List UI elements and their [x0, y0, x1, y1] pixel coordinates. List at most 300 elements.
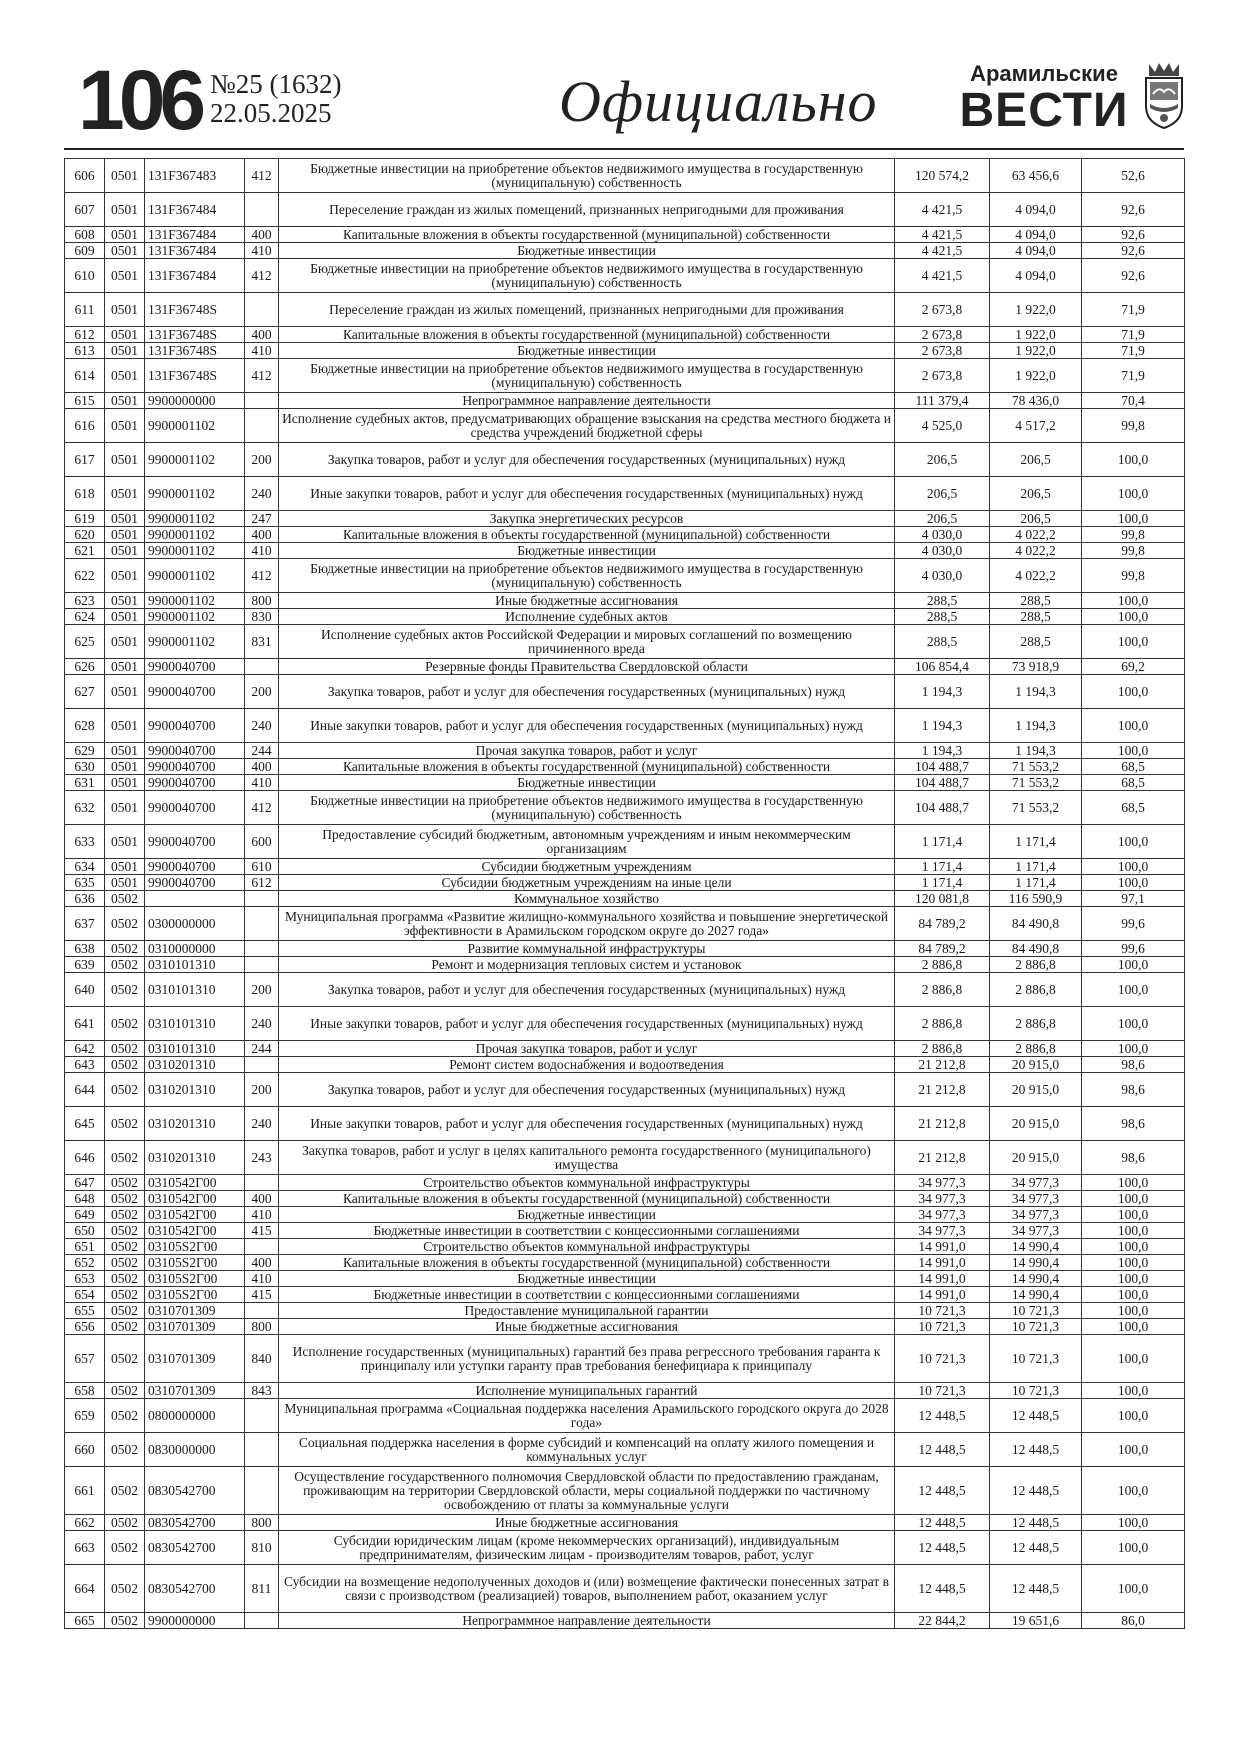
expense-type-code: 410 [245, 243, 279, 259]
execution-percent: 100,0 [1082, 743, 1185, 759]
planned-amount: 34 977,3 [895, 1175, 990, 1191]
execution-percent: 100,0 [1082, 859, 1185, 875]
section-code: 0501 [105, 293, 145, 327]
expense-type-code: 200 [245, 973, 279, 1007]
expense-type-code [245, 193, 279, 227]
item-name: Иные закупки товаров, работ и услуг для обеспечения государственных (муниципальных) нужд [279, 1007, 895, 1041]
planned-amount: 1 194,3 [895, 743, 990, 759]
executed-amount: 34 977,3 [990, 1207, 1082, 1223]
expense-type-code [245, 941, 279, 957]
execution-percent: 100,0 [1082, 1191, 1185, 1207]
expense-type-code: 200 [245, 443, 279, 477]
section-code: 0501 [105, 327, 145, 343]
row-number: 621 [65, 543, 105, 559]
executed-amount: 12 448,5 [990, 1565, 1082, 1613]
target-code: 9900001102 [145, 409, 245, 443]
expense-type-code: 415 [245, 1223, 279, 1239]
executed-amount: 4 094,0 [990, 227, 1082, 243]
table-row [65, 1467, 1185, 1515]
section-code: 0501 [105, 543, 145, 559]
item-name: Капитальные вложения в объекты государственной (муниципальной) собственности [279, 759, 895, 775]
execution-percent: 92,6 [1082, 259, 1185, 293]
execution-percent: 100,0 [1082, 1303, 1185, 1319]
section-code: 0502 [105, 1239, 145, 1255]
table-row [65, 675, 1185, 709]
section-code: 0502 [105, 1041, 145, 1057]
target-code: 03105S2Г00 [145, 1271, 245, 1287]
execution-percent: 70,4 [1082, 393, 1185, 409]
planned-amount: 1 171,4 [895, 875, 990, 891]
target-code: 03105S2Г00 [145, 1239, 245, 1255]
item-name: Ремонт и модернизация тепловых систем и установок [279, 957, 895, 973]
table-row [65, 243, 1185, 259]
executed-amount: 1 194,3 [990, 709, 1082, 743]
executed-amount: 1 922,0 [990, 359, 1082, 393]
table-row [65, 1515, 1185, 1531]
section-code: 0501 [105, 743, 145, 759]
table-row [65, 825, 1185, 859]
execution-percent: 100,0 [1082, 1041, 1185, 1057]
row-number: 656 [65, 1319, 105, 1335]
item-name: Строительство объектов коммунальной инфраструктуры [279, 1175, 895, 1191]
item-name: Развитие коммунальной инфраструктуры [279, 941, 895, 957]
execution-percent: 100,0 [1082, 675, 1185, 709]
execution-percent: 97,1 [1082, 891, 1185, 907]
table-row [65, 1303, 1185, 1319]
section-code: 0501 [105, 393, 145, 409]
newspaper-logo [944, 62, 1144, 136]
planned-amount: 2 886,8 [895, 973, 990, 1007]
expense-type-code [245, 1239, 279, 1255]
section-code: 0501 [105, 609, 145, 625]
executed-amount: 71 553,2 [990, 791, 1082, 825]
section-code: 0502 [105, 1531, 145, 1565]
expense-type-code: 412 [245, 159, 279, 193]
execution-percent: 100,0 [1082, 709, 1185, 743]
section-code: 0502 [105, 1073, 145, 1107]
table-row [65, 1383, 1185, 1399]
target-code: 0310701309 [145, 1335, 245, 1383]
item-name: Бюджетные инвестиции на приобретение объектов недвижимого имущества в государственную (муниципальную) собственность [279, 791, 895, 825]
executed-amount: 14 990,4 [990, 1239, 1082, 1255]
target-code: 9900040700 [145, 743, 245, 759]
item-name: Социальная поддержка населения в форме субсидий и компенсаций на оплату жилого помещения и коммунальных услуг [279, 1433, 895, 1467]
table-row [65, 543, 1185, 559]
executed-amount: 206,5 [990, 477, 1082, 511]
item-name: Иные закупки товаров, работ и услуг для обеспечения государственных (муниципальных) нужд [279, 1107, 895, 1141]
executed-amount: 78 436,0 [990, 393, 1082, 409]
row-number: 662 [65, 1515, 105, 1531]
table-row [65, 1041, 1185, 1057]
row-number: 610 [65, 259, 105, 293]
item-name: Закупка товаров, работ и услуг для обеспечения государственных (муниципальных) нужд [279, 675, 895, 709]
executed-amount: 10 721,3 [990, 1319, 1082, 1335]
section-title: Официально [559, 69, 878, 134]
item-name: Бюджетные инвестиции [279, 1207, 895, 1223]
execution-percent: 92,6 [1082, 227, 1185, 243]
section-code: 0501 [105, 775, 145, 791]
executed-amount: 20 915,0 [990, 1057, 1082, 1073]
planned-amount: 14 991,0 [895, 1271, 990, 1287]
planned-amount: 14 991,0 [895, 1287, 990, 1303]
table-row [65, 409, 1185, 443]
executed-amount: 116 590,9 [990, 891, 1082, 907]
execution-percent: 99,6 [1082, 907, 1185, 941]
item-name: Бюджетные инвестиции на приобретение объектов недвижимого имущества в государственную (муниципальную) собственность [279, 359, 895, 393]
row-number: 622 [65, 559, 105, 593]
item-name: Иные бюджетные ассигнования [279, 593, 895, 609]
section-code: 0501 [105, 859, 145, 875]
section-code: 0501 [105, 709, 145, 743]
item-name: Исполнение судебных актов Российской Федерации и мировых соглашений по возмещению причиненного вреда [279, 625, 895, 659]
table-row [65, 1107, 1185, 1141]
expense-type-code: 412 [245, 259, 279, 293]
table-row [65, 1223, 1185, 1239]
execution-percent: 100,0 [1082, 1223, 1185, 1239]
planned-amount: 104 488,7 [895, 759, 990, 775]
row-number: 642 [65, 1041, 105, 1057]
executed-amount: 12 448,5 [990, 1433, 1082, 1467]
section-code: 0501 [105, 227, 145, 243]
expense-type-code: 811 [245, 1565, 279, 1613]
item-name: Бюджетные инвестиции [279, 1271, 895, 1287]
execution-percent: 100,0 [1082, 1433, 1185, 1467]
execution-percent: 100,0 [1082, 1335, 1185, 1383]
item-name: Бюджетные инвестиции [279, 775, 895, 791]
section-code: 0501 [105, 625, 145, 659]
execution-percent: 100,0 [1082, 1565, 1185, 1613]
target-code: 0800000000 [145, 1399, 245, 1433]
target-code: 131F367484 [145, 193, 245, 227]
item-name: Закупка товаров, работ и услуг для обеспечения государственных (муниципальных) нужд [279, 973, 895, 1007]
target-code: 9900001102 [145, 559, 245, 593]
executed-amount: 12 448,5 [990, 1399, 1082, 1433]
planned-amount: 34 977,3 [895, 1207, 990, 1223]
execution-percent: 100,0 [1082, 593, 1185, 609]
row-number: 633 [65, 825, 105, 859]
expense-type-code: 410 [245, 1207, 279, 1223]
row-number: 618 [65, 477, 105, 511]
page-number: 106 [78, 53, 201, 147]
expense-type-code: 830 [245, 609, 279, 625]
planned-amount: 12 448,5 [895, 1399, 990, 1433]
executed-amount: 288,5 [990, 593, 1082, 609]
item-name: Исполнение муниципальных гарантий [279, 1383, 895, 1399]
execution-percent: 52,6 [1082, 159, 1185, 193]
item-name: Бюджетные инвестиции в соответствии с концессионными соглашениями [279, 1223, 895, 1239]
table-row [65, 477, 1185, 511]
executed-amount: 1 922,0 [990, 293, 1082, 327]
section-code: 0502 [105, 1467, 145, 1515]
target-code: 9900001102 [145, 527, 245, 543]
row-number: 616 [65, 409, 105, 443]
executed-amount: 10 721,3 [990, 1383, 1082, 1399]
target-code: 131F36748S [145, 359, 245, 393]
execution-percent: 100,0 [1082, 625, 1185, 659]
row-number: 607 [65, 193, 105, 227]
execution-percent: 98,6 [1082, 1057, 1185, 1073]
planned-amount: 4 421,5 [895, 243, 990, 259]
planned-amount: 12 448,5 [895, 1467, 990, 1515]
section-code: 0502 [105, 941, 145, 957]
row-number: 646 [65, 1141, 105, 1175]
row-number: 660 [65, 1433, 105, 1467]
planned-amount: 120 081,8 [895, 891, 990, 907]
executed-amount: 288,5 [990, 609, 1082, 625]
execution-percent: 100,0 [1082, 1467, 1185, 1515]
table-row [65, 973, 1185, 1007]
item-name: Муниципальная программа «Развитие жилищно-коммунального хозяйства и повышение энергетической эффективности в Арамильском городском округе до 2027 года» [279, 907, 895, 941]
execution-percent: 100,0 [1082, 443, 1185, 477]
planned-amount: 1 171,4 [895, 825, 990, 859]
expense-type-code [245, 1399, 279, 1433]
table-row [65, 709, 1185, 743]
target-code: 9900001102 [145, 593, 245, 609]
executed-amount: 63 456,6 [990, 159, 1082, 193]
target-code: 0310701309 [145, 1319, 245, 1335]
target-code [145, 891, 245, 907]
execution-percent: 100,0 [1082, 1207, 1185, 1223]
expense-type-code [245, 1303, 279, 1319]
planned-amount: 2 886,8 [895, 1041, 990, 1057]
item-name: Иные закупки товаров, работ и услуг для обеспечения государственных (муниципальных) нужд [279, 477, 895, 511]
execution-percent: 100,0 [1082, 511, 1185, 527]
executed-amount: 34 977,3 [990, 1191, 1082, 1207]
table-row [65, 527, 1185, 543]
expense-type-code: 410 [245, 543, 279, 559]
executed-amount: 4 094,0 [990, 259, 1082, 293]
execution-percent: 68,5 [1082, 791, 1185, 825]
item-name: Субсидии юридическим лицам (кроме некоммерческих организаций), индивидуальным предпринимателям, физическим лицам - производителям товаров, работ, услуг [279, 1531, 895, 1565]
item-name: Бюджетные инвестиции [279, 543, 895, 559]
planned-amount: 10 721,3 [895, 1303, 990, 1319]
execution-percent: 100,0 [1082, 1255, 1185, 1271]
executed-amount: 4 022,2 [990, 559, 1082, 593]
row-number: 617 [65, 443, 105, 477]
planned-amount: 4 030,0 [895, 527, 990, 543]
section-code: 0502 [105, 1057, 145, 1073]
target-code: 0310542Г00 [145, 1191, 245, 1207]
item-name: Исполнение государственных (муниципальных) гарантий без права регрессного требования гаранта к принципалу или уступки гаранту прав требования бенефициара к принципалу [279, 1335, 895, 1383]
row-number: 640 [65, 973, 105, 1007]
expense-type-code: 400 [245, 527, 279, 543]
expense-type-code: 800 [245, 1319, 279, 1335]
planned-amount: 21 212,8 [895, 1141, 990, 1175]
table-row [65, 1565, 1185, 1613]
row-number: 661 [65, 1467, 105, 1515]
section-code: 0502 [105, 1207, 145, 1223]
executed-amount: 2 886,8 [990, 957, 1082, 973]
planned-amount: 2 886,8 [895, 1007, 990, 1041]
table-row [65, 327, 1185, 343]
row-number: 648 [65, 1191, 105, 1207]
row-number: 663 [65, 1531, 105, 1565]
target-code: 9900040700 [145, 775, 245, 791]
planned-amount: 4 525,0 [895, 409, 990, 443]
execution-percent: 100,0 [1082, 1399, 1185, 1433]
planned-amount: 104 488,7 [895, 791, 990, 825]
target-code: 0310701309 [145, 1383, 245, 1399]
target-code: 131F367484 [145, 227, 245, 243]
section-code: 0501 [105, 477, 145, 511]
section-code: 0502 [105, 1175, 145, 1191]
target-code: 0310542Г00 [145, 1223, 245, 1239]
section-code: 0502 [105, 1515, 145, 1531]
target-code: 131F367484 [145, 259, 245, 293]
planned-amount: 2 673,8 [895, 359, 990, 393]
planned-amount: 104 488,7 [895, 775, 990, 791]
table-row [65, 559, 1185, 593]
row-number: 625 [65, 625, 105, 659]
item-name: Переселение граждан из жилых помещений, признанных непригодными для проживания [279, 293, 895, 327]
execution-percent: 92,6 [1082, 243, 1185, 259]
execution-percent: 71,9 [1082, 359, 1185, 393]
executed-amount: 1 171,4 [990, 859, 1082, 875]
executed-amount: 1 171,4 [990, 875, 1082, 891]
item-name: Предоставление муниципальной гарантии [279, 1303, 895, 1319]
target-code: 9900040700 [145, 759, 245, 775]
section-code: 0501 [105, 243, 145, 259]
expense-type-code [245, 1057, 279, 1073]
target-code: 0310101310 [145, 957, 245, 973]
expense-type-code: 415 [245, 1287, 279, 1303]
item-name: Коммунальное хозяйство [279, 891, 895, 907]
expense-type-code: 412 [245, 791, 279, 825]
executed-amount: 20 915,0 [990, 1107, 1082, 1141]
planned-amount: 84 789,2 [895, 941, 990, 957]
executed-amount: 4 094,0 [990, 243, 1082, 259]
row-number: 634 [65, 859, 105, 875]
table-row [65, 1191, 1185, 1207]
target-code: 0310201310 [145, 1057, 245, 1073]
section-code: 0501 [105, 593, 145, 609]
target-code: 0830000000 [145, 1433, 245, 1467]
table-row [65, 343, 1185, 359]
table-row [65, 1207, 1185, 1223]
target-code: 9900040700 [145, 675, 245, 709]
table-row [65, 1255, 1185, 1271]
executed-amount: 2 886,8 [990, 973, 1082, 1007]
item-name: Прочая закупка товаров, работ и услуг [279, 743, 895, 759]
row-number: 639 [65, 957, 105, 973]
planned-amount: 1 194,3 [895, 675, 990, 709]
row-number: 664 [65, 1565, 105, 1613]
executed-amount: 1 922,0 [990, 327, 1082, 343]
target-code: 0830542700 [145, 1467, 245, 1515]
logo-top-text: Арамильские [970, 61, 1118, 86]
planned-amount: 1 194,3 [895, 709, 990, 743]
item-name: Закупка товаров, работ и услуг в целях капитального ремонта государственного (муниципального) имущества [279, 1141, 895, 1175]
target-code: 0310101310 [145, 1007, 245, 1041]
target-code: 131F367483 [145, 159, 245, 193]
expense-type-code: 200 [245, 675, 279, 709]
row-number: 659 [65, 1399, 105, 1433]
row-number: 630 [65, 759, 105, 775]
planned-amount: 288,5 [895, 609, 990, 625]
section-code: 0502 [105, 1303, 145, 1319]
item-name: Строительство объектов коммунальной инфраструктуры [279, 1239, 895, 1255]
execution-percent: 100,0 [1082, 1271, 1185, 1287]
issue-date: 22.05.2025 [210, 98, 332, 128]
executed-amount: 206,5 [990, 443, 1082, 477]
planned-amount: 22 844,2 [895, 1613, 990, 1629]
table-row [65, 511, 1185, 527]
expense-type-code: 412 [245, 359, 279, 393]
planned-amount: 4 421,5 [895, 227, 990, 243]
row-number: 652 [65, 1255, 105, 1271]
row-number: 637 [65, 907, 105, 941]
planned-amount: 2 673,8 [895, 327, 990, 343]
table-row [65, 193, 1185, 227]
expense-type-code: 600 [245, 825, 279, 859]
table-row [65, 1399, 1185, 1433]
expense-type-code: 400 [245, 227, 279, 243]
expense-type-code: 612 [245, 875, 279, 891]
execution-percent: 100,0 [1082, 1239, 1185, 1255]
table-row [65, 609, 1185, 625]
expense-type-code: 240 [245, 709, 279, 743]
section-code: 0501 [105, 659, 145, 675]
budget-table [64, 158, 1185, 1629]
target-code: 0300000000 [145, 907, 245, 941]
table-row [65, 1335, 1185, 1383]
table-row [65, 775, 1185, 791]
section-code: 0502 [105, 1287, 145, 1303]
expense-type-code [245, 1613, 279, 1629]
executed-amount: 12 448,5 [990, 1515, 1082, 1531]
planned-amount: 106 854,4 [895, 659, 990, 675]
row-number: 612 [65, 327, 105, 343]
executed-amount: 20 915,0 [990, 1073, 1082, 1107]
table-row [65, 1287, 1185, 1303]
row-number: 611 [65, 293, 105, 327]
table-row [65, 659, 1185, 675]
section-code: 0502 [105, 1191, 145, 1207]
section-code: 0502 [105, 891, 145, 907]
table-row [65, 859, 1185, 875]
page-header [64, 53, 1184, 147]
section-code: 0501 [105, 193, 145, 227]
execution-percent: 98,6 [1082, 1107, 1185, 1141]
executed-amount: 71 553,2 [990, 775, 1082, 791]
expense-type-code [245, 659, 279, 675]
executed-amount: 14 990,4 [990, 1287, 1082, 1303]
row-number: 653 [65, 1271, 105, 1287]
section-code: 0501 [105, 527, 145, 543]
table-row [65, 1007, 1185, 1041]
execution-percent: 100,0 [1082, 1007, 1185, 1041]
expense-type-code: 400 [245, 1191, 279, 1207]
expense-type-code: 240 [245, 1007, 279, 1041]
section-code: 0502 [105, 1271, 145, 1287]
row-number: 623 [65, 593, 105, 609]
executed-amount: 1 194,3 [990, 743, 1082, 759]
planned-amount: 2 673,8 [895, 343, 990, 359]
row-number: 626 [65, 659, 105, 675]
expense-type-code: 243 [245, 1141, 279, 1175]
section-code: 0501 [105, 343, 145, 359]
execution-percent: 100,0 [1082, 875, 1185, 891]
executed-amount: 71 553,2 [990, 759, 1082, 775]
row-number: 641 [65, 1007, 105, 1041]
item-name: Бюджетные инвестиции на приобретение объектов недвижимого имущества в государственную (муниципальную) собственность [279, 159, 895, 193]
planned-amount: 34 977,3 [895, 1191, 990, 1207]
execution-percent: 71,9 [1082, 327, 1185, 343]
expense-type-code: 247 [245, 511, 279, 527]
execution-percent: 100,0 [1082, 1515, 1185, 1531]
expense-type-code: 412 [245, 559, 279, 593]
executed-amount: 1 194,3 [990, 675, 1082, 709]
